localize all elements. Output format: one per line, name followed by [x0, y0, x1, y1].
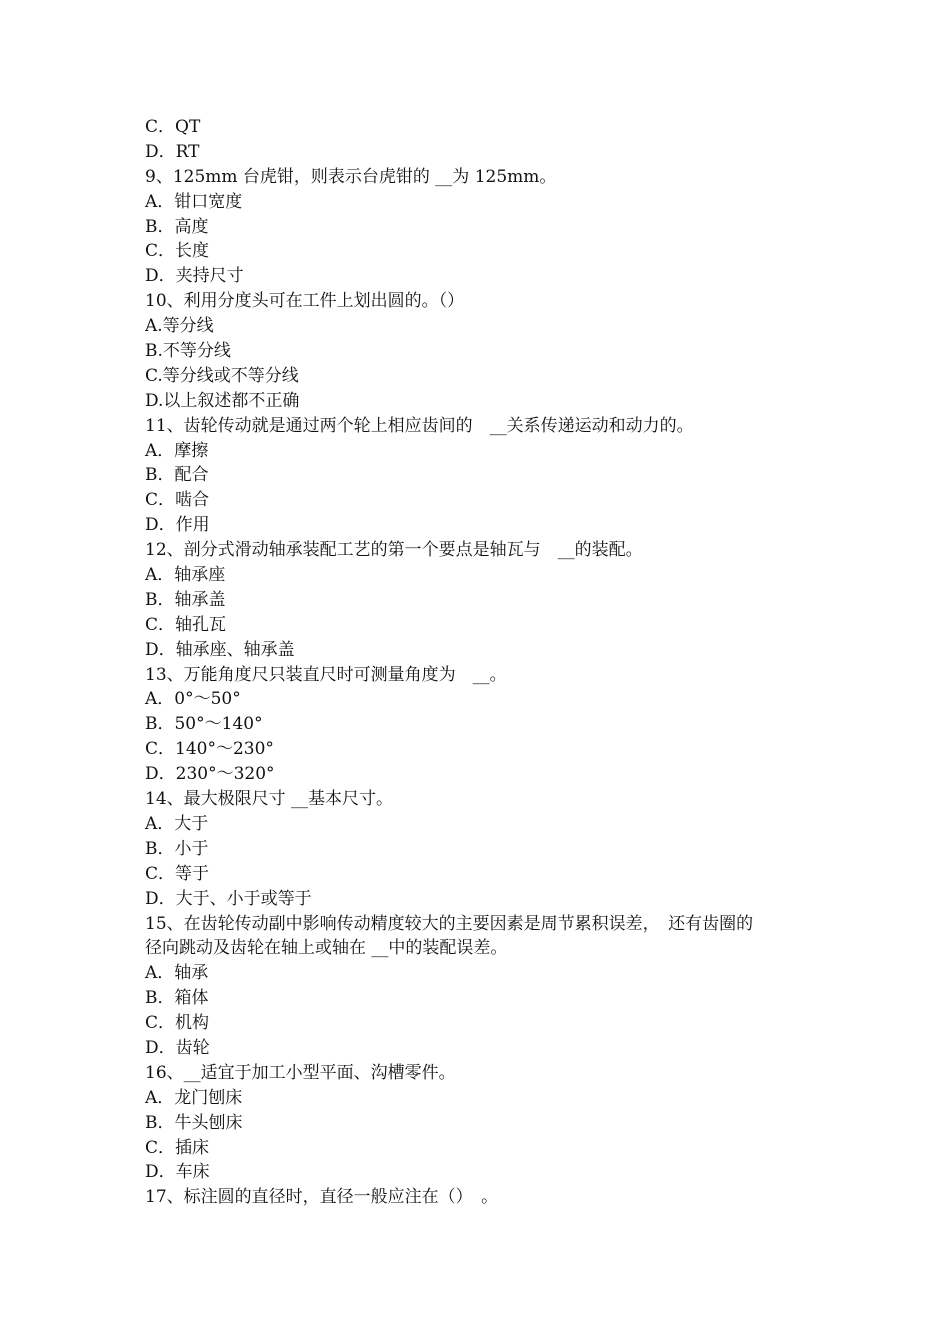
question-16: 16、__适宜于加工小型平面、沟槽零件。 — [145, 1062, 456, 1083]
option-d-q10: D.以上叙述都不正确 — [145, 390, 300, 411]
option-d-q11: D．作用 — [145, 515, 210, 536]
option-c-q12: C．轴孔瓦 — [145, 614, 227, 635]
option-c-q11: C．啮合 — [145, 490, 210, 511]
option-b-q9: B．高度 — [145, 216, 209, 237]
question-15-line-2: 径向跳动及齿轮在轴上或轴在 __中的装配误差。 — [145, 938, 508, 959]
option-c-q14: C．等于 — [145, 863, 210, 884]
option-b-q16: B．牛头刨床 — [145, 1112, 243, 1133]
option-b-q13: B．50°～140° — [145, 714, 263, 735]
option-a-q15: A．轴承 — [145, 963, 209, 984]
option-a-q11: A．摩擦 — [145, 440, 209, 461]
option-b-q15: B．箱体 — [145, 988, 209, 1009]
option-a-q9: A．钳口宽度 — [145, 191, 243, 212]
option-c-q9: C．长度 — [145, 241, 210, 262]
option-d-q15: D．齿轮 — [145, 1037, 210, 1058]
question-13: 13、万能角度尺只装直尺时可测量角度为 __。 — [145, 664, 507, 685]
question-15-line-1: 15、在齿轮传动副中影响传动精度较大的主要因素是周节累积误差， 还有齿圈的 — [145, 913, 754, 934]
option-d-q13: D．230°～320° — [145, 764, 275, 785]
option-c-q15: C．机构 — [145, 1013, 210, 1034]
option-d-q8: D．RT — [145, 141, 200, 162]
question-9: 9、125mm 台虎钳，则表示台虎钳的 __为 125mm。 — [145, 166, 557, 187]
option-c-q13: C．140°～230° — [145, 739, 274, 760]
option-c-q10: C.等分线或不等分线 — [145, 365, 299, 386]
option-d-q16: D．车床 — [145, 1162, 210, 1183]
option-b-q12: B．轴承盖 — [145, 589, 226, 610]
question-10: 10、利用分度头可在工件上划出圆的。（） — [145, 291, 465, 312]
option-a-q10: A.等分线 — [145, 316, 214, 337]
option-d-q9: D．夹持尺寸 — [145, 266, 244, 287]
option-b-q10: B.不等分线 — [145, 341, 231, 362]
option-b-q14: B．小于 — [145, 838, 209, 859]
question-12: 12、剖分式滑动轴承装配工艺的第一个要点是轴瓦与 __的装配。 — [145, 540, 643, 561]
option-a-q14: A．大于 — [145, 813, 209, 834]
option-a-q13: A．0°～50° — [145, 689, 241, 710]
option-c-q8: C．QT — [145, 117, 201, 137]
question-text-block — [145, 115, 825, 1210]
question-14: 14、最大极限尺寸 __基本尺寸。 — [145, 789, 394, 810]
option-a-q12: A．轴承座 — [145, 565, 226, 586]
option-b-q11: B．配合 — [145, 465, 209, 486]
option-c-q16: C．插床 — [145, 1137, 210, 1158]
option-a-q16: A．龙门刨床 — [145, 1087, 243, 1108]
question-11: 11、齿轮传动就是通过两个轮上相应齿间的 __关系传递运动和动力的。 — [145, 415, 694, 436]
option-d-q12: D．轴承座、轴承盖 — [145, 639, 295, 660]
option-d-q14: D．大于、小于或等于 — [145, 888, 312, 909]
question-17: 17、标注圆的直径时，直径一般应注在（） 。 — [145, 1187, 499, 1208]
